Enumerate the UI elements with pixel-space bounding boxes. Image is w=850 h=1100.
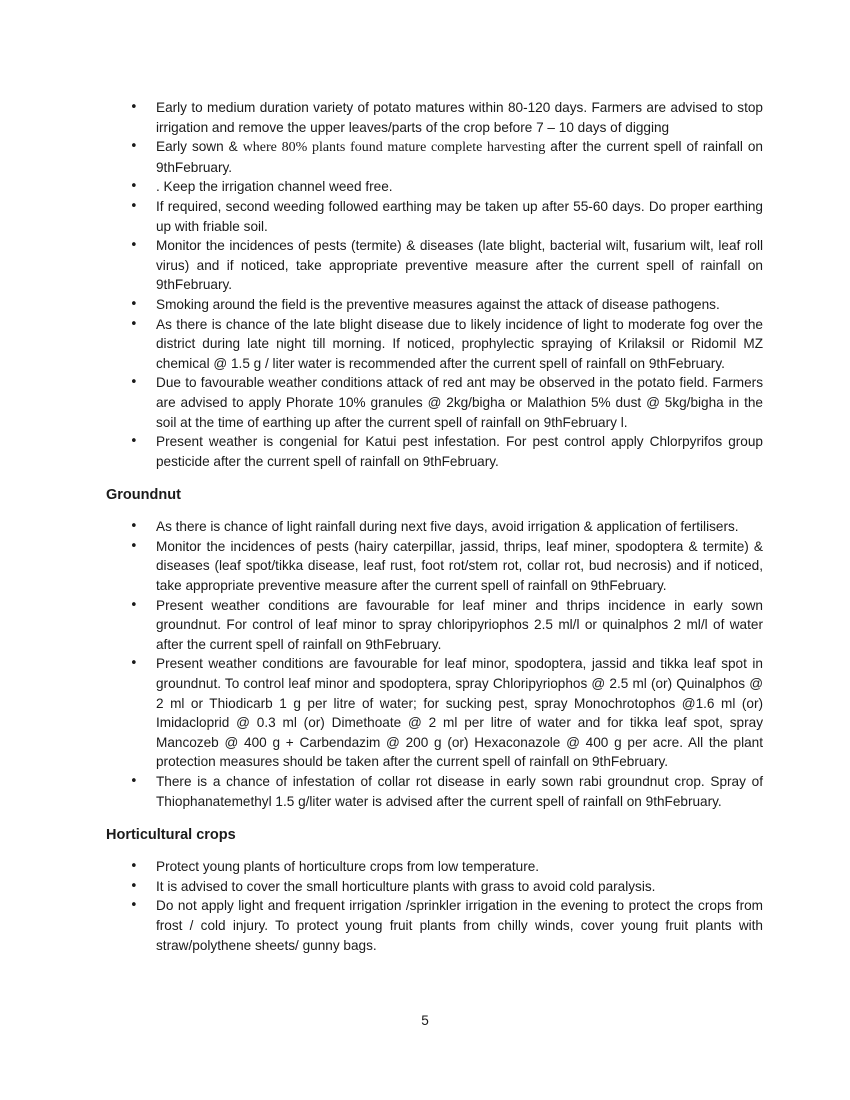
list-item-text: after the current spell of rainfall on 9thFebruary. (156, 139, 763, 175)
page-content (106, 98, 763, 955)
horticulture-advisory-list (106, 857, 763, 955)
list-item: • As there is chance of light rainfall during next five days, avoid irrigation & application of fertilisers. (156, 517, 763, 537)
list-item: • It is advised to cover the small horticulture plants with grass to avoid cold paralysis. (156, 877, 763, 897)
list-item: • Present weather conditions are favourable for leaf minor, spodoptera, jassid and tikka leaf spot in groundnut. To control leaf minor and spodoptera, spray Chloripyriophos @ 2.5 ml (or) Quinalphos @ 2 ml or Thiodicarb 1 g per litre of water; for sucking pest, spray Monochrotophos @1.6 ml (or) Imidacloprid @ 0.3 ml (or) Dimethoate @ 2 ml per litre of water and for tikka leaf spot, spray Mancozeb @ 400 g + Carbendazim @ 200 g (or) Hexaconazole @ 400 g per acre. All the plant protection measures should be taken after the current spell of rainfall on 9thFebruary. (156, 654, 763, 772)
list-item: • Do not apply light and frequent irrigation /sprinkler irrigation in the evening to protect the crops from frost / cold injury. To protect young fruit plants from chilly winds, cover young fruit plants with straw/polythene sheets/ gunny bags. (156, 896, 763, 955)
list-item (156, 137, 763, 177)
groundnut-heading: Groundnut (106, 487, 181, 504)
page-number: 5 (421, 1013, 429, 1028)
list-item: • If required, second weeding followed earthing may be taken up after 55-60 days. Do proper earthing up with friable soil. (156, 197, 763, 236)
list-item: • There is a chance of infestation of collar rot disease in early sown rabi groundnut crop. Spray of Thiophanatemethyl 1.5 g/liter water is advised after the current spell of rainfall on 9thFebruary. (156, 772, 763, 811)
list-item: • Monitor the incidences of pests (termite) & diseases (late blight, bacterial wilt, fusarium wilt, leaf roll virus) and if noticed, take appropriate preventive measure after the current spell of rainfall on 9thFebruary. (156, 236, 763, 295)
list-item: • As there is chance of the late blight disease due to likely incidence of light to moderate fog over the district during late night till morning. If noticed, prophylectic spraying of Krilaksil or Ridomil MZ chemical @ 1.5 g / liter water is recommended after the current spell of rainfall on 9thFebruary. (156, 315, 763, 374)
list-item: • . Keep the irrigation channel weed free. (156, 177, 763, 197)
list-item: • Protect young plants of horticulture crops from low temperature. (156, 857, 763, 877)
potato-advisory-list (106, 98, 763, 471)
horticulture-heading: Horticultural crops (106, 827, 236, 844)
list-item: • Due to favourable weather conditions attack of red ant may be observed in the potato field. Farmers are advised to apply Phorate 10% granules @ 2kg/bigha or Malathion 5% dust @ 5kg/bigha in the soil at the time of earthing up after the current spell of rainfall on 9thFebruary l. (156, 373, 763, 432)
list-item: • Monitor the incidences of pests (hairy caterpillar, jassid, thrips, leaf miner, spodoptera & termite) & diseases (leaf spot/tikka disease, leaf rust, foot rot/stem rot, collar rot, bud necrosis) and if noticed, take appropriate preventive measure after the current spell of rainfall on 9thFebruary. (156, 537, 763, 596)
list-item: • Smoking around the field is the preventive measures against the attack of disease pathogens. (156, 295, 763, 315)
list-item-text: Early sown & (156, 139, 243, 155)
list-item: • Present weather conditions are favourable for leaf miner and thrips incidence in early sown groundnut. For control of leaf minor to spray chloripyriophos 2.5 ml/l or quinalphos 2 ml/l of water after the current spell of rainfall on 9thFebruary. (156, 596, 763, 655)
list-item: • Early to medium duration variety of potato matures within 80-120 days. Farmers are advised to stop irrigation and remove the upper leaves/parts of the crop before 7 – 10 days of digging (156, 98, 763, 137)
list-item-serif-text: where 80% plants found mature complete harvesting (242, 140, 546, 156)
groundnut-advisory-list (106, 517, 763, 811)
list-item: • Present weather is congenial for Katui pest infestation. For pest control apply Chlorpyrifos group pesticide after the current spell of rainfall on 9thFebruary. (156, 432, 763, 471)
